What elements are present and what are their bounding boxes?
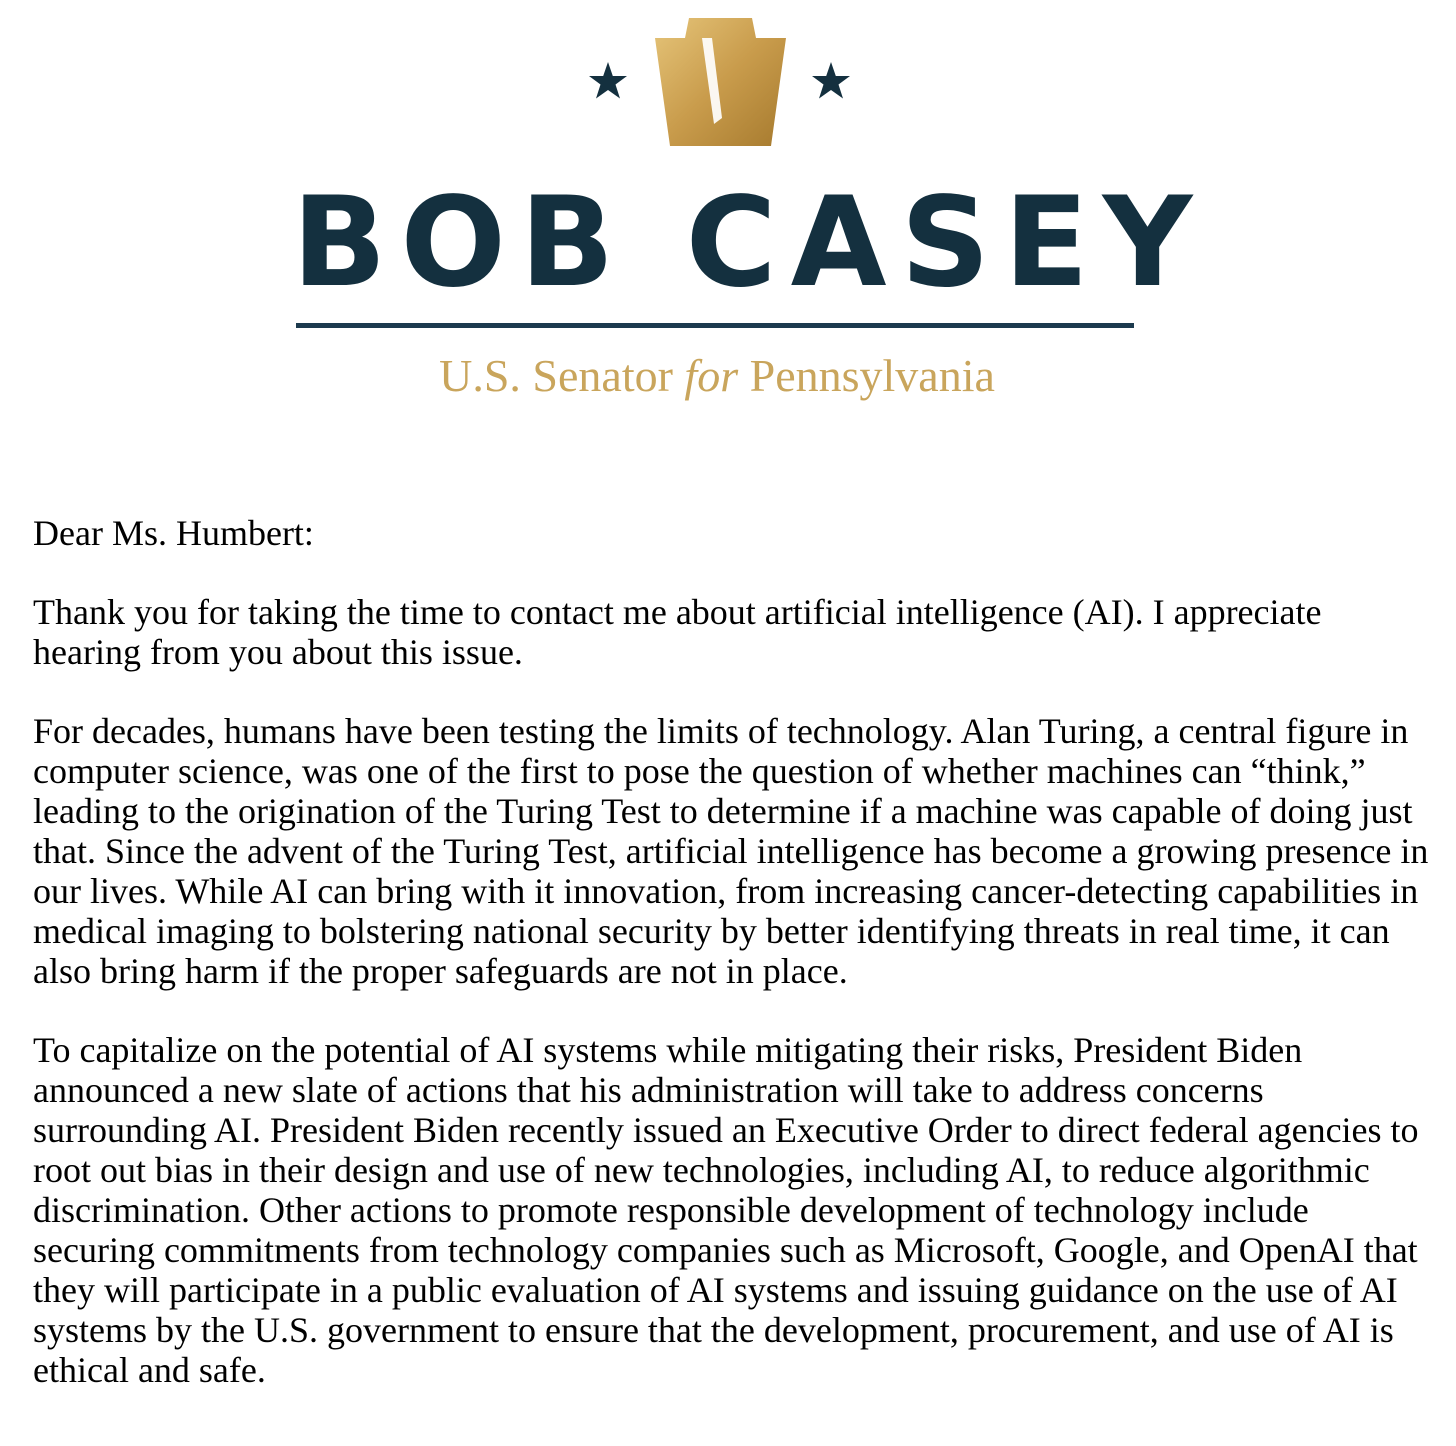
subtitle-title: U.S. Senator [439,350,673,401]
letterhead-divider [296,323,1134,328]
letter-body [33,513,1438,1429]
senator-name: BOB CASEY [292,171,1207,315]
letterhead-subtitle [292,346,1142,406]
paragraph-intro: Thank you for taking the time to contact me about artificial intelligence (AI). I appreciate hearing from you about this issue. [33,592,1322,672]
paragraph-policy: To capitalize on the potential of AI systems while mitigating their risks, President Biden announced a new slate of actions that his administration will take to address concerns surrounding AI. President Biden recently issued an Executive Order to direct federal agencies to root out bias in their design and use of new technologies, including AI, to reduce algorithmic discrimination. Other actions to promote responsible development of technology include securing commitments from technology companies such as Microsoft, Google, and OpenAI that they will participate in a public evaluation of AI systems and issuing guidance on the use of AI systems by the U.S. government to ensure that the development, procurement, and use of AI is ethical and safe. [33,1030,1419,1390]
star-icon [812,62,850,99]
salutation: Dear Ms. Humbert: [33,513,314,553]
star-icon [589,62,627,99]
subtitle-state: Pennsylvania [749,350,995,401]
subtitle-for: for [684,350,739,401]
paragraph-history: For decades, humans have been testing the limits of technology. Alan Turing, a central figure in computer science, was one of the first to pose the question of whether machines can “think,” leading to the origination of the Turing Test to determine if a machine was capable of doing just that. Since the advent of the Turing Test, artificial intelligence has become a growing presence in our lives. While AI can bring with it innovation, from increasing cancer-detecting capabilities in medical imaging to bolstering national security by better identifying threats in real time, it can also bring harm if the proper safeguards are not in place. [33,711,1429,991]
keystone-icon [655,18,786,146]
letterhead [0,0,1456,420]
